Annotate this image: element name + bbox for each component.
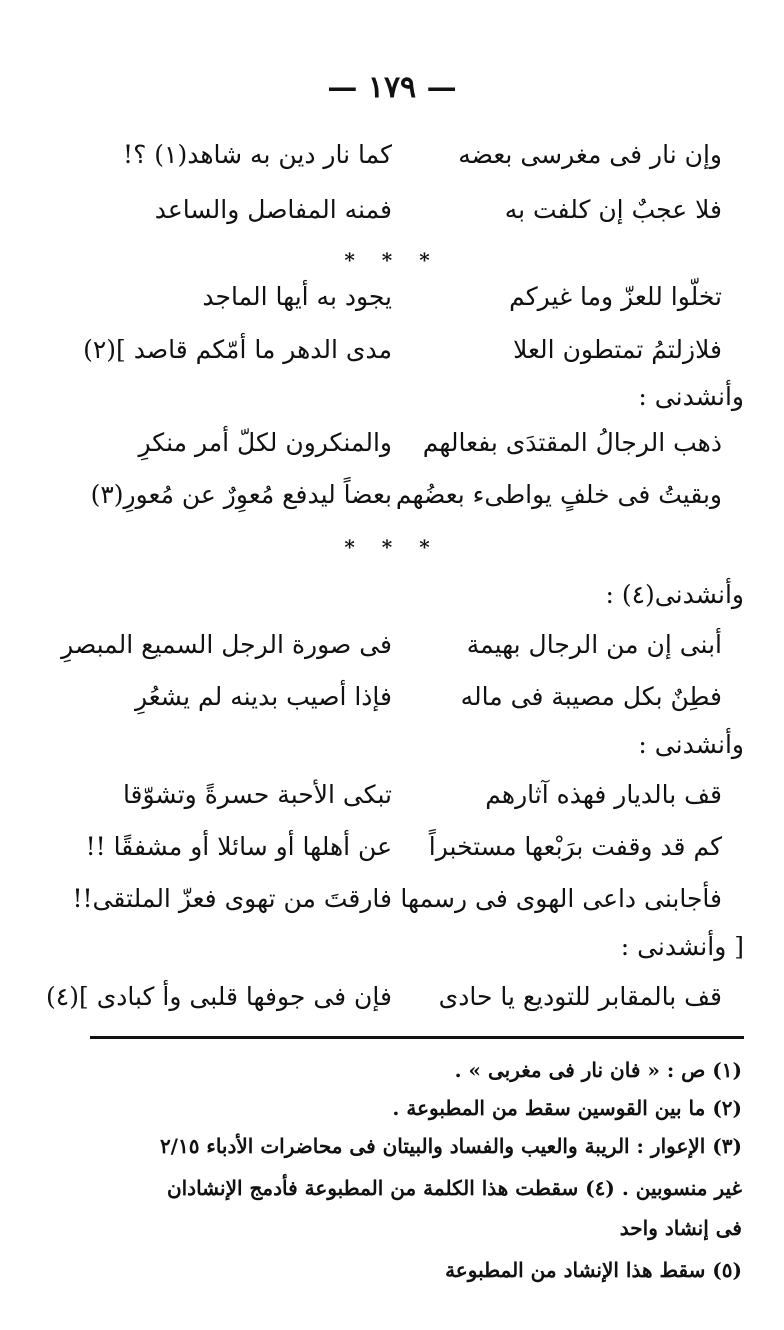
verse-first-hemistich: ذهب الرجالُ المقتدَى بفعالهم [422,428,722,457]
verse-first-hemistich: تخلّوا للعزّ وما غيركم [509,282,722,311]
verse-first-hemistich: فلا عجبٌ إن كلفت به [504,195,722,224]
verse-line [46,982,722,1028]
verse-first-hemistich: فطِنٌ بكل مصيبة فى ماله [460,682,722,711]
footnote-line: غير منسوبين . (٤) سقطت هذا الكلمة من المطبوعة فأدمج الإنشادان [166,1176,742,1200]
recital-heading: وأنشدنى(٤) : [605,580,744,609]
verse-first-hemistich: قف بالديار فهذه آثارهم [485,780,722,809]
verse-second-hemistich: فى صورة الرجل السميع المبصرِ [61,630,392,659]
verse-first-hemistich: كم قد وقفت برَبْعها مستخبراً [428,832,722,861]
verse-first-hemistich: وإن نار فى مغرسى بعضه [458,140,722,169]
verse-line [82,480,722,526]
verse-first-hemistich: قف بالمقابر للتوديع يا حادى [438,982,722,1011]
verse-second-hemistich: فإن فى جوفها قلبى وأ كبادى ](٤) [46,982,392,1011]
verse-line [82,282,722,328]
section-separator: * * * [344,535,440,559]
verse-second-hemistich: بعضاً ليدفع مُعوِرٌ عن مُعورِ(٣) [90,480,392,509]
verse-second-hemistich: والمنكرون لكلّ أمر منكرِ [138,428,392,457]
recital-heading: وأنشدنى : [638,730,744,759]
section-separator: * * * [344,248,440,272]
verse-second-hemistich: كما نار دين به شاهد(١) ؟! [123,140,392,169]
verse-line [82,428,722,474]
verse-line [72,884,722,930]
verse-second-hemistich: عن أهلها أو سائلا أو مشفقًا !! [85,832,392,861]
footnote-separator [90,1036,744,1039]
verse-second-hemistich: مدى الدهر ما أمّكم قاصد ](٢) [83,335,392,364]
verse-first-hemistich: أبنى إن من الرجال بهيمة [466,630,722,659]
verse-line [82,780,722,826]
footnote-line: (٣) الإعوار : الريبة والعيب والفساد والبيتان فى محاضرات الأدباء ٢/١٥ [159,1134,742,1158]
verse-second-hemistich: تبكى الأحبة حسرةً وتشوّقا [122,780,392,809]
verse-first-hemistich: فأجابنى داعى الهوى فى رسمها [400,884,722,913]
footnote-line: فى إنشاد واحد [619,1216,742,1240]
verse-line [82,832,722,878]
footnote-line: (٢) ما بين القوسين سقط من المطبوعة . [392,1096,742,1120]
page-number: — ١٧٩ — [327,70,457,105]
verse-second-hemistich: فارقتَ من تهوى فعزّ الملتقى!! [72,884,392,913]
recital-heading: [ وأنشدنى : [620,932,744,961]
verse-second-hemistich: يجود به أيها الماجد [202,282,392,311]
recital-heading: وأنشدنى : [638,382,744,411]
footnote-line: (٥) سقط هذا الإنشاد من المطبوعة [445,1258,742,1282]
verse-line [82,195,722,241]
verse-line [61,630,722,676]
verse-line [82,682,722,728]
footnote-line: (١) ص : « فان نار فى مغربى » . [454,1058,742,1082]
verse-line [82,140,722,186]
verse-line [82,335,722,381]
verse-first-hemistich: فلازلتمُ تمتطون العلا [513,335,722,364]
verse-first-hemistich: وبقيتُ فى خلفٍ يواطىء بعضُهم [395,480,722,509]
verse-second-hemistich: فإذا أصيب بدينه لم يشعُرِ [134,682,392,711]
verse-second-hemistich: فمنه المفاصل والساعد [154,195,392,224]
